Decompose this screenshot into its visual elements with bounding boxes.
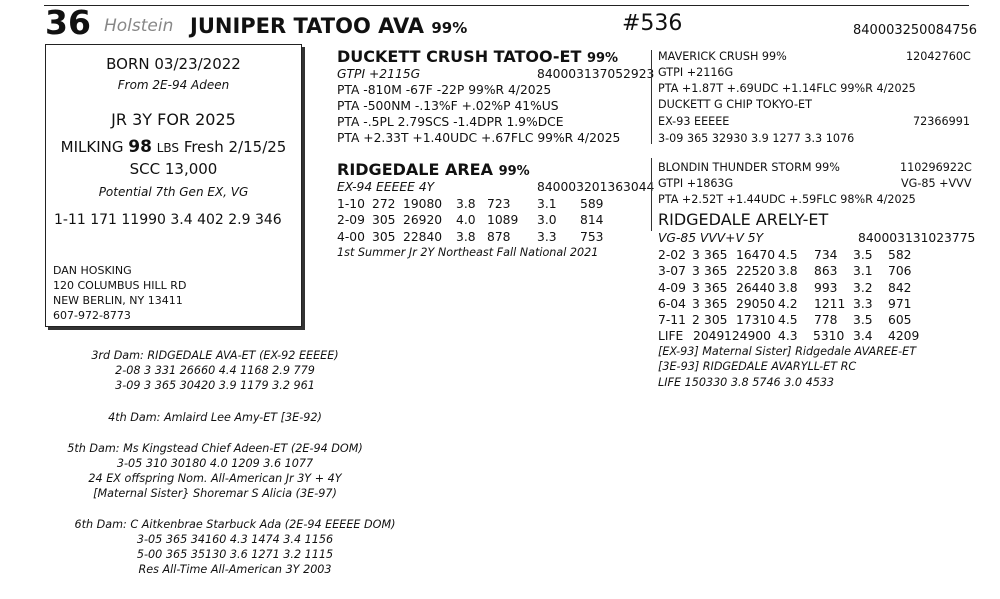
fifth-dam-title: 5th Dam: Ms Kingstead Chief Adeen-ET (2E-94 DOM) xyxy=(67,442,363,455)
dam-sire-reg: 110296922C xyxy=(900,161,972,174)
dam-sire-pta: PTA +2.52T +1.44UDC +.59FLC 98%R 4/2025 xyxy=(658,193,916,206)
table-cell: 4209 xyxy=(888,329,920,343)
dam-dam-note-1: [EX-93] Maternal Sister] Ridgedale AVAREE-ET xyxy=(658,345,917,358)
from-dam: From 2E-94 Adeen xyxy=(117,78,230,92)
table-cell: 582 xyxy=(888,248,912,262)
table-cell: 272 xyxy=(372,197,396,211)
sixth-dam-note: Res All-Time All-American 3Y 2003 xyxy=(138,563,332,576)
table-cell: 734 xyxy=(814,248,838,262)
birth-date: BORN 03/23/2022 xyxy=(106,55,241,73)
dam-dam-note-2: [3E-93] RIDGEDALE AVARYLL-ET RC xyxy=(658,360,857,373)
table-cell: 2 xyxy=(692,313,700,328)
table-cell: 3.4 xyxy=(853,329,873,343)
table-cell: 3.8 xyxy=(778,264,798,279)
table-cell: 365 xyxy=(704,280,728,295)
divider-sire xyxy=(651,50,652,144)
milking-line: MILKING 98 LBS Fresh 2/15/25 xyxy=(60,137,287,157)
dam-sire-name: BLONDIN THUNDER STORM 99% xyxy=(658,161,840,174)
table-cell: 19080 xyxy=(403,197,443,211)
breed: Holstein xyxy=(104,16,174,36)
table-cell: 706 xyxy=(888,264,912,279)
table-cell: 4-09 xyxy=(658,280,686,295)
table-cell: 17310 xyxy=(736,313,776,328)
sixth-dam-record-1: 3-05 365 34160 4.3 1474 3.4 1156 xyxy=(136,533,334,546)
fifth-dam-record: 3-05 310 30180 4.0 1209 3.6 1077 xyxy=(116,457,314,470)
table-cell: 3.3 xyxy=(853,296,873,311)
fifth-dam-note-1: 24 EX offspring Nom. All-American Jr 3Y + 4Y xyxy=(88,472,342,485)
fourth-dam-title: 4th Dam: Amlaird Lee Amy-ET [3E-92) xyxy=(108,411,322,424)
sire-pta-4: PTA +2.33T +1.40UDC +.67FLC 99%R 4/2025 xyxy=(337,131,621,145)
dam-dam-class: VG-85 VVV+V 5Y xyxy=(658,231,764,245)
third-dam-title: 3rd Dam: RIDGEDALE AVA-ET (EX-92 EEEEE) xyxy=(91,349,339,362)
dam-sire-class: VG-85 +VVV xyxy=(901,177,972,190)
fourth-dam xyxy=(50,410,380,425)
sire-sire-gtpi: GTPI +2116G xyxy=(658,66,734,79)
table-cell: 7-11 xyxy=(658,313,686,328)
fifth-dam xyxy=(50,441,380,501)
table-cell: 589 xyxy=(580,197,604,211)
top-rule xyxy=(44,5,969,6)
divider-dam-sire xyxy=(651,158,652,211)
sixth-dam-record-2: 5-00 365 35130 3.6 1271 3.2 1115 xyxy=(136,548,334,561)
table-cell: 753 xyxy=(580,229,604,244)
table-cell: 971 xyxy=(888,296,912,311)
table-cell: 3.1 xyxy=(537,197,557,211)
table-cell: 124900 xyxy=(724,329,771,343)
table-cell: LIFE xyxy=(658,329,684,343)
dam-note: 1st Summer Jr 2Y Northeast Fall National 2021 xyxy=(337,246,599,259)
tag-number: #536 xyxy=(622,11,683,36)
dam-class: EX-94 EEEEE 4Y xyxy=(337,180,435,194)
table-cell: 3 xyxy=(692,280,700,295)
table-cell: 2-09 xyxy=(337,213,365,228)
table-cell: 3.8 xyxy=(456,197,476,211)
sixth-dam-title: 6th Dam: C Aitkenbrae Starbuck Ada (2E-94 EEEEE DOM) xyxy=(74,518,396,531)
table-cell: 22520 xyxy=(736,264,776,279)
table-cell: 778 xyxy=(814,313,838,328)
production-record: 1-11 171 11990 3.4 402 2.9 346 xyxy=(54,212,282,228)
dam-name: RIDGEDALE AREA 99% xyxy=(337,160,530,179)
table-cell: 3.0 xyxy=(537,213,557,228)
table-cell: 305 xyxy=(704,313,728,328)
owner-phone: 607-972-8773 xyxy=(53,309,131,322)
owner-street: 120 COLUMBUS HILL RD xyxy=(53,279,187,292)
table-cell: 3.3 xyxy=(537,229,557,244)
table-cell: 305 xyxy=(372,229,396,244)
table-cell: 814 xyxy=(580,213,604,228)
table-cell: 723 xyxy=(487,197,511,211)
table-cell: 1211 xyxy=(814,296,846,311)
sire-sire-reg: 12042760C xyxy=(906,50,971,63)
table-cell: 3.8 xyxy=(778,280,798,295)
table-cell: 365 xyxy=(704,248,728,262)
table-cell: 3 xyxy=(692,264,700,279)
table-cell: 863 xyxy=(814,264,838,279)
table-cell: 16470 xyxy=(736,248,776,262)
jr-label: JR 3Y FOR 2025 xyxy=(111,110,236,129)
dam-sire-gtpi: GTPI +1863G xyxy=(658,177,734,190)
dam-reg: 840003201363044 xyxy=(537,180,655,194)
sire-dam-record: 3-09 365 32930 3.9 1277 3.3 1076 xyxy=(658,132,855,145)
table-cell: 993 xyxy=(814,280,838,295)
fifth-dam-note-2: [Maternal Sister} Shoremar S Alicia (3E-97) xyxy=(93,487,337,500)
table-cell: 3.5 xyxy=(853,248,873,262)
table-cell: 3-07 xyxy=(658,264,686,279)
dam-dam-name: RIDGEDALE ARELY-ET xyxy=(658,210,829,229)
sire-dam-class: EX-93 EEEEE xyxy=(658,115,730,128)
table-cell: 26920 xyxy=(403,213,443,228)
table-cell: 365 xyxy=(704,264,728,279)
table-cell: 1089 xyxy=(487,213,519,228)
dam-dam-note-3: LIFE 150330 3.8 5746 3.0 4533 xyxy=(658,376,835,389)
table-cell: 842 xyxy=(888,280,912,295)
sire-sire-pta: PTA +1.87T +.69UDC +1.14FLC 99%R 4/2025 xyxy=(658,82,916,95)
table-cell: 4-00 xyxy=(337,229,365,244)
sire-pta-1: PTA -810M -67F -22P 99%R 4/2025 xyxy=(337,83,552,97)
divider-dam-dam xyxy=(651,211,652,231)
table-cell: 26440 xyxy=(736,280,776,295)
table-cell: 4.5 xyxy=(778,313,798,328)
owner-name: DAN HOSKING xyxy=(53,264,132,277)
table-cell: 6-04 xyxy=(658,296,686,311)
sire-pta-3: PTA -.5PL 2.79SCS -1.4DPR 1.9%DCE xyxy=(337,115,564,129)
third-dam xyxy=(50,348,380,393)
lot-number: 36 xyxy=(45,3,91,42)
table-cell: 2049 xyxy=(693,329,725,343)
sixth-dam xyxy=(50,517,420,577)
sire-gtpi: GTPI +2115G xyxy=(337,67,421,81)
registration-number: 840003250084756 xyxy=(853,23,978,38)
table-cell: 3.2 xyxy=(853,280,873,295)
table-cell: 365 xyxy=(704,296,728,311)
summary-box xyxy=(45,44,302,327)
table-cell: 3.1 xyxy=(853,264,873,279)
owner-city: NEW BERLIN, NY 13411 xyxy=(53,294,183,307)
table-cell: 3.8 xyxy=(456,229,476,244)
potential: Potential 7th Gen EX, VG xyxy=(98,185,249,199)
dam-dam-reg: 840003131023775 xyxy=(858,231,976,245)
table-cell: 22840 xyxy=(403,229,443,244)
table-cell: 3.5 xyxy=(853,313,873,328)
table-cell: 4.5 xyxy=(778,248,798,262)
sire-dam-name: DUCKETT G CHIP TOKYO-ET xyxy=(658,98,812,111)
third-dam-record-1: 2-08 3 331 26660 4.4 1168 2.9 779 xyxy=(115,364,315,377)
sire-name: DUCKETT CRUSH TATOO-ET 99% xyxy=(337,47,619,66)
sire-pta-2: PTA -500NM -.13%F +.02%P 41%US xyxy=(337,99,559,113)
table-cell: 29050 xyxy=(736,296,776,311)
table-cell: 3 xyxy=(692,248,700,262)
table-cell: 605 xyxy=(888,313,912,328)
table-cell: 4.0 xyxy=(456,213,476,228)
table-cell: 2-02 xyxy=(658,248,686,262)
scc: SCC 13,000 xyxy=(129,160,218,178)
sire-dam-reg: 72366991 xyxy=(913,115,970,128)
third-dam-record-2: 3-09 3 365 30420 3.9 1179 3.2 961 xyxy=(115,379,315,392)
table-cell: 305 xyxy=(372,213,396,228)
cow-name: JUNIPER TATOO AVA 99% xyxy=(190,14,468,38)
owner-info xyxy=(53,263,186,323)
table-cell: 5310 xyxy=(813,329,845,343)
table-cell: 3 xyxy=(692,296,700,311)
table-cell: 4.3 xyxy=(778,329,798,343)
sire-sire-name: MAVERICK CRUSH 99% xyxy=(658,50,787,63)
table-cell: 4.2 xyxy=(778,296,798,311)
sire-reg: 840003137052923 xyxy=(537,67,655,81)
table-cell: 878 xyxy=(487,229,511,244)
table-cell: 1-10 xyxy=(337,197,365,211)
